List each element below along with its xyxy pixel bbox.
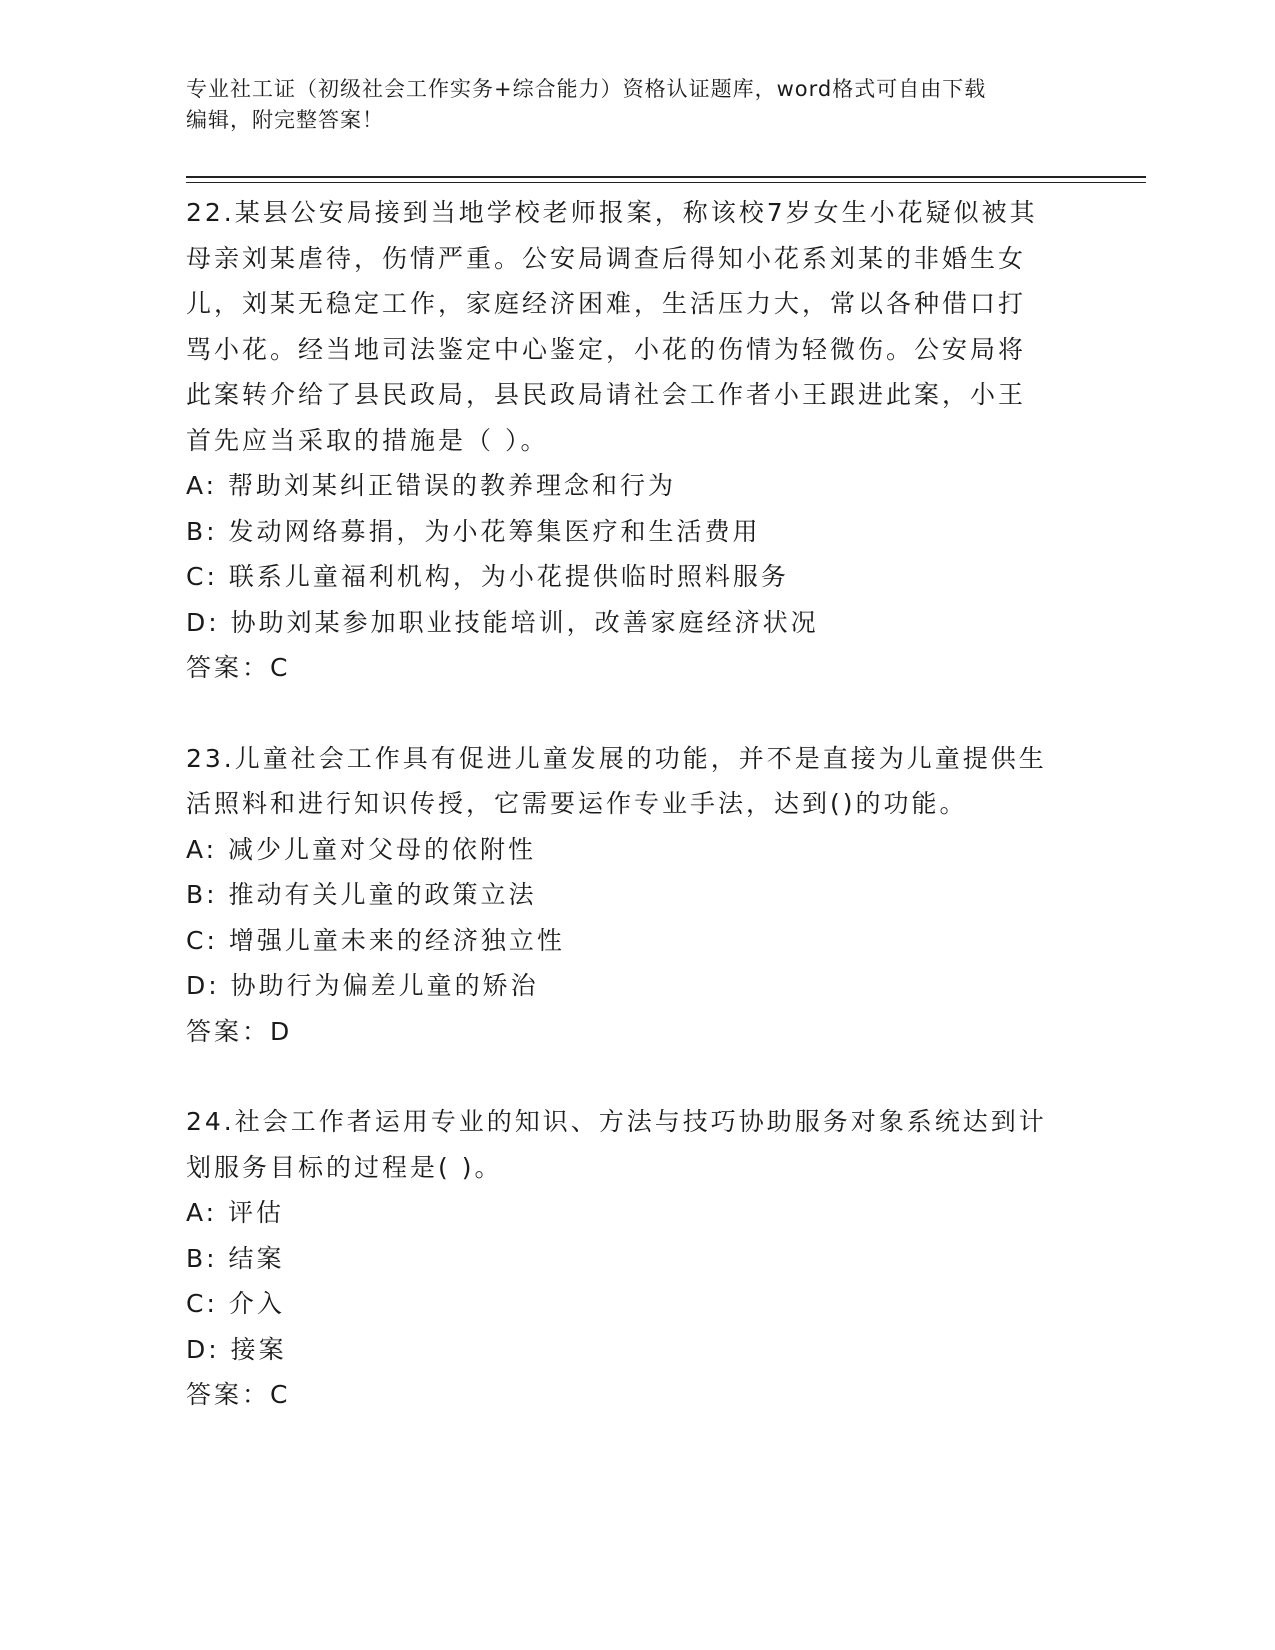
question-24 xyxy=(186,1099,1086,1418)
question-stem-line: 母亲刘某虐待，伤情严重。公安局调查后得知小花系刘某的非婚生女 xyxy=(186,243,1027,273)
option-b: B: 发动网络募捐，为小花筹集医疗和生活费用 xyxy=(186,516,761,546)
option-b: B: 结案 xyxy=(186,1243,285,1273)
answer-label: 答案：D xyxy=(186,1016,293,1046)
question-stem-line: 23.儿童社会工作具有促进儿童发展的功能，并不是直接为儿童提供生 xyxy=(186,743,1047,773)
question-23 xyxy=(186,736,1086,1055)
answer-label: 答案：C xyxy=(186,653,291,682)
question-stem-line: 首先应当采取的措施是（ ）。 xyxy=(186,425,549,455)
question-22 xyxy=(186,190,1086,691)
question-stem-line: 划服务目标的过程是( )。 xyxy=(186,1152,503,1182)
option-a: A: 评估 xyxy=(186,1198,285,1227)
header-divider-thick xyxy=(186,176,1146,178)
header-line-2: 编辑，附完整答案！ xyxy=(186,108,384,132)
option-c: C: 联系儿童福利机构，为小花提供临时照料服务 xyxy=(186,562,789,591)
question-stem-line: 24.社会工作者运用专业的知识、方法与技巧协助服务对象系统达到计 xyxy=(186,1107,1047,1136)
question-stem-line: 骂小花。经当地司法鉴定中心鉴定，小花的伤情为轻微伤。公安局将 xyxy=(186,334,1027,364)
option-d: D: 协助行为偏差儿童的矫治 xyxy=(186,971,539,1000)
question-stem-line: 儿，刘某无稳定工作，家庭经济困难，生活压力大，常以各种借口打 xyxy=(186,289,1027,318)
header-line-1: 专业社工证（初级社会工作实务+综合能力）资格认证题库，word格式可自由下载 xyxy=(186,77,987,101)
question-stem-line: 活照料和进行知识传授，它需要运作专业手法，达到()的功能。 xyxy=(186,789,968,818)
header-divider-thin xyxy=(186,182,1146,183)
option-d: D: 接案 xyxy=(186,1334,287,1364)
option-c: C: 增强儿童未来的经济独立性 xyxy=(186,925,565,955)
option-b: B: 推动有关儿童的政策立法 xyxy=(186,880,537,909)
spacer xyxy=(186,1054,1086,1099)
question-stem-line: 22.某县公安局接到当地学校老师报案，称该校7岁女生小花疑似被其 xyxy=(186,198,1038,227)
option-a: A: 帮助刘某纠正错误的教养理念和行为 xyxy=(186,471,677,500)
spacer xyxy=(186,691,1086,736)
option-d: D: 协助刘某参加职业技能培训，改善家庭经济状况 xyxy=(186,607,819,637)
question-stem-line: 此案转介给了县民政局，县民政局请社会工作者小王跟进此案，小王 xyxy=(186,380,1027,409)
document-header xyxy=(186,74,1086,136)
option-a: A: 减少儿童对父母的依附性 xyxy=(186,834,537,864)
option-c: C: 介入 xyxy=(186,1289,285,1318)
question-list xyxy=(186,190,1086,1418)
answer-label: 答案：C xyxy=(186,1380,291,1409)
